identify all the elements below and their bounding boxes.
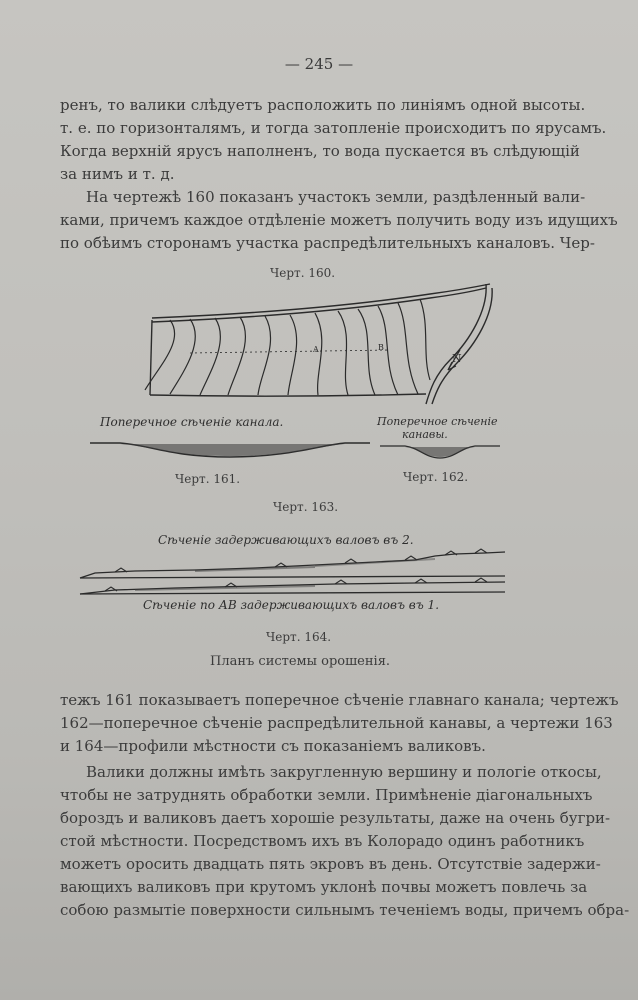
fig161-caption: Черт. 161. xyxy=(175,472,241,486)
text-line: ренъ, то валики слѣдуетъ расположить по линіямъ одной высоты. xyxy=(60,96,586,114)
text-line: Когда верхній ярусъ наполненъ, то вода пускается въ слѣдующій xyxy=(60,142,580,160)
text-line: и 164—профили мѣстности съ показаніемъ валиковъ. xyxy=(60,737,486,755)
map-mark-north: N xyxy=(452,352,462,365)
fig163-caption: Черт. 163. xyxy=(273,500,339,514)
fig162-label-line1: Поперечное сѣченіе xyxy=(377,415,498,428)
fig160-plot-map xyxy=(130,280,500,410)
fig162-ditch-section xyxy=(380,440,500,465)
map-mark-a: A xyxy=(313,345,319,354)
text-line: На чертежѣ 160 показанъ участокъ земли, раздѣленный вали- xyxy=(86,188,586,206)
text-line: 162—поперечное сѣченіе распредѣлительной канавы, а чертежи 163 xyxy=(60,714,613,732)
text-line: бороздъ и валиковъ даетъ хорошіе результаты, даже на очень бугри- xyxy=(60,809,611,827)
text-line: собою размытіе поверхности сильнымъ теченіемъ воды, причемъ обра- xyxy=(60,901,630,919)
fig163-label-top: Сѣченіе задерживающихъ валовъ въ 2. xyxy=(158,533,414,547)
fig164-caption: Черт. 164. xyxy=(266,630,332,644)
text-line: тежъ 161 показываетъ поперечное сѣченіе главнаго канала; чертежъ xyxy=(60,691,619,709)
text-line: можетъ оросить двадцать пять экровъ въ день. Отсутствіе задержи- xyxy=(60,855,601,873)
fig161-label: Поперечное сѣченіе канала. xyxy=(100,415,284,429)
text-line: по обѣимъ сторонамъ участка распредѣлительныхъ каналовъ. Чер- xyxy=(60,234,595,252)
fig161-canal-section xyxy=(90,435,370,465)
text-line: т. е. по горизонталямъ, и тогда затопленіе происходитъ по ярусамъ. xyxy=(60,119,607,137)
fig162-label-line2: канавы. xyxy=(402,428,448,441)
fig164-title: Планъ системы орошенія. xyxy=(210,654,391,669)
text-line: Валики должны имѣть закругленную вершину и пологіе откосы, xyxy=(86,763,602,781)
fig162-caption: Черт. 162. xyxy=(403,470,469,484)
page-number: — 245 — xyxy=(284,55,354,73)
map-mark-b: B xyxy=(378,343,384,352)
text-line: чтобы не затруднять обработки земли. Примѣненіе діагональныхъ xyxy=(60,786,593,804)
text-line: ками, причемъ каждое отдѣленіе можетъ получить воду изъ идущихъ xyxy=(60,211,618,229)
text-line: стой мѣстности. Посредствомъ ихъ въ Колорадо одинъ работникъ xyxy=(60,832,585,850)
text-line: вающихъ валиковъ при крутомъ уклонѣ почвы можетъ повлечь за xyxy=(60,878,588,896)
text-line: за нимъ и т. д. xyxy=(60,165,175,183)
fig163-label-bottom: Сѣченіе по АВ задерживающихъ валовъ въ 1. xyxy=(143,598,440,612)
fig160-caption: Черт. 160. xyxy=(270,266,336,280)
